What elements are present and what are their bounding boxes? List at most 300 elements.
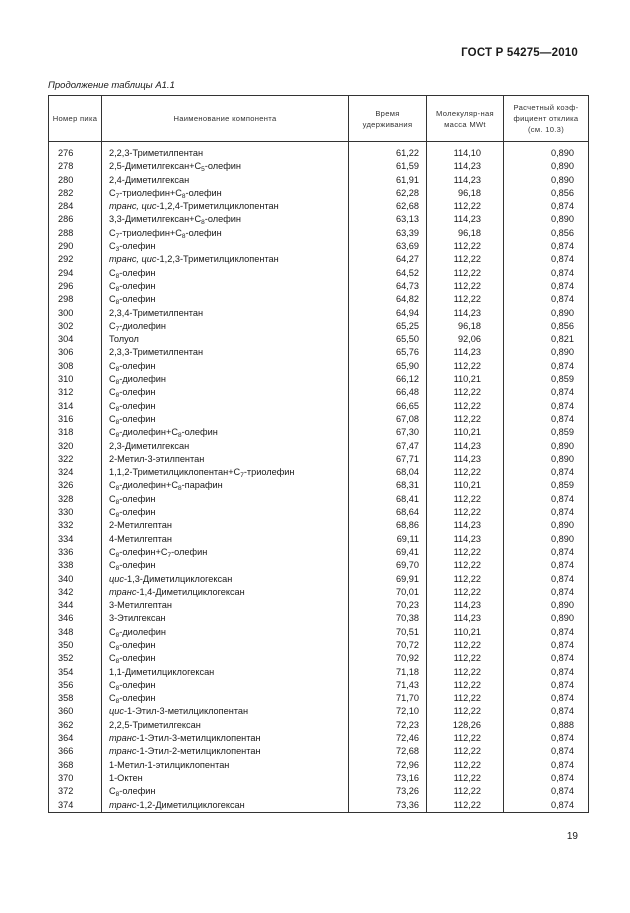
retention-time-cell: 64,82 <box>349 293 427 306</box>
response-factor-cell: 0,874 <box>504 413 589 426</box>
table-row <box>49 360 589 373</box>
peak-number-cell: 358 <box>49 692 102 705</box>
component-name-cell: $С_8$-диолефин <box>102 373 349 386</box>
component-name-cell: 1,1-Диметилциклогексан <box>102 666 349 679</box>
component-name-cell: $1,1,2-Триметилциклопентан+С_7$-триолефин <box>102 466 349 479</box>
peak-number-cell: 300 <box>49 307 102 320</box>
component-name-cell: 2,2,5-Триметилгексан <box>102 719 349 732</box>
component-name-cell: $С_8$-олефин <box>102 559 349 572</box>
retention-time-cell: 72,23 <box>349 719 427 732</box>
table-row <box>49 612 589 625</box>
molecular-mass-cell: 112,22 <box>427 666 504 679</box>
molecular-mass-cell: 112,22 <box>427 573 504 586</box>
molecular-mass-cell: 112,22 <box>427 586 504 599</box>
molecular-mass-cell: 110,21 <box>427 479 504 492</box>
table-row <box>49 187 589 200</box>
component-name-cell: $С_8$-олефин <box>102 360 349 373</box>
col-header-name: Наименование компонента <box>102 96 349 142</box>
retention-time-cell: 70,01 <box>349 586 427 599</box>
component-name-cell: $С_8$-олефин <box>102 506 349 519</box>
table-row <box>49 533 589 546</box>
retention-time-cell: 61,59 <box>349 160 427 173</box>
response-factor-cell: 0,821 <box>504 333 589 346</box>
table-row <box>49 666 589 679</box>
table-row <box>49 679 589 692</box>
component-name-cell: транс-1,4-Диметилциклогексан <box>102 586 349 599</box>
response-factor-cell: 0,874 <box>504 626 589 639</box>
molecular-mass-cell: 112,22 <box>427 466 504 479</box>
molecular-mass-cell: 110,21 <box>427 426 504 439</box>
retention-time-cell: 63,69 <box>349 240 427 253</box>
response-factor-cell: 0,890 <box>504 213 589 226</box>
col-header-molecular-mass: Молекуляр-ная масса MWt <box>427 96 504 142</box>
component-name-cell: $С_8$-олефин <box>102 639 349 652</box>
retention-time-cell: 72,10 <box>349 705 427 718</box>
molecular-mass-cell: 112,22 <box>427 759 504 772</box>
retention-time-cell: 73,26 <box>349 785 427 798</box>
component-name-cell: $С_8$-олефин <box>102 652 349 665</box>
peak-number-cell: 334 <box>49 533 102 546</box>
peak-number-cell: 292 <box>49 253 102 266</box>
response-factor-cell: 0,874 <box>504 200 589 213</box>
table-row <box>49 573 589 586</box>
table-row <box>49 200 589 213</box>
component-name-cell: 2,4-Диметилгексан <box>102 174 349 187</box>
peak-number-cell: 344 <box>49 599 102 612</box>
response-factor-cell: 0,890 <box>504 346 589 359</box>
component-name-cell: $С_8-олефин+С_7$-олефин <box>102 546 349 559</box>
response-factor-cell: 0,874 <box>504 785 589 798</box>
molecular-mass-cell: 112,22 <box>427 253 504 266</box>
peak-number-cell: 350 <box>49 639 102 652</box>
component-name-cell: 2,3,4-Триметилпентан <box>102 307 349 320</box>
table-row <box>49 373 589 386</box>
molecular-mass-cell: 112,22 <box>427 493 504 506</box>
retention-time-cell: 67,71 <box>349 453 427 466</box>
molecular-mass-cell: 112,22 <box>427 772 504 785</box>
component-name-cell: 3-Метилгептан <box>102 599 349 612</box>
molecular-mass-cell: 112,22 <box>427 506 504 519</box>
component-name-cell: $С_8$-олефин <box>102 280 349 293</box>
response-factor-cell: 0,890 <box>504 174 589 187</box>
retention-time-cell: 62,68 <box>349 200 427 213</box>
response-factor-cell: 0,874 <box>504 280 589 293</box>
component-name-cell: $С_8-диолефин+С_8$-олефин <box>102 426 349 439</box>
retention-time-cell: 72,96 <box>349 759 427 772</box>
table-caption: Продолжение таблицы А1.1 <box>48 80 175 91</box>
retention-time-cell: 70,38 <box>349 612 427 625</box>
retention-time-cell: 70,92 <box>349 652 427 665</box>
table-row <box>49 705 589 718</box>
table-row <box>49 506 589 519</box>
component-name-cell: транс-1,2-Диметилциклогексан <box>102 799 349 813</box>
table-row <box>49 799 589 813</box>
peak-number-cell: 342 <box>49 586 102 599</box>
component-name-cell: 2-Метилгептан <box>102 519 349 532</box>
molecular-mass-cell: 112,22 <box>427 280 504 293</box>
response-factor-cell: 0,874 <box>504 732 589 745</box>
molecular-mass-cell: 112,22 <box>427 413 504 426</box>
table-row <box>49 240 589 253</box>
molecular-mass-cell: 112,22 <box>427 679 504 692</box>
retention-time-cell: 61,91 <box>349 174 427 187</box>
peak-number-cell: 352 <box>49 652 102 665</box>
table-row <box>49 147 589 160</box>
molecular-mass-cell: 114,23 <box>427 174 504 187</box>
peak-number-cell: 312 <box>49 386 102 399</box>
response-factor-cell: 0,874 <box>504 586 589 599</box>
molecular-mass-cell: 112,22 <box>427 732 504 745</box>
response-factor-cell: 0,890 <box>504 599 589 612</box>
response-factor-cell: 0,874 <box>504 639 589 652</box>
peak-number-cell: 340 <box>49 573 102 586</box>
retention-time-cell: 73,16 <box>349 772 427 785</box>
peak-number-cell: 302 <box>49 320 102 333</box>
molecular-mass-cell: 112,22 <box>427 200 504 213</box>
peak-number-cell: 314 <box>49 400 102 413</box>
peak-number-cell: 364 <box>49 732 102 745</box>
table-row <box>49 440 589 453</box>
component-name-cell: 2-Метил-3-этилпентан <box>102 453 349 466</box>
molecular-mass-cell: 112,22 <box>427 386 504 399</box>
molecular-mass-cell: 114,23 <box>427 440 504 453</box>
table-row <box>49 426 589 439</box>
component-name-cell: 1-Метил-1-этилциклопентан <box>102 759 349 772</box>
response-factor-cell: 0,874 <box>504 386 589 399</box>
peak-number-cell: 280 <box>49 174 102 187</box>
table-row <box>49 692 589 705</box>
molecular-mass-cell: 114,23 <box>427 307 504 320</box>
retention-time-cell: 61,22 <box>349 147 427 160</box>
retention-time-cell: 62,28 <box>349 187 427 200</box>
retention-time-cell: 70,51 <box>349 626 427 639</box>
component-name-cell: транс, цис-1,2,3-Триметилциклопентан <box>102 253 349 266</box>
retention-time-cell: 71,43 <box>349 679 427 692</box>
table-row <box>49 519 589 532</box>
table-row <box>49 280 589 293</box>
component-name-cell: $С_8$-олефин <box>102 386 349 399</box>
response-factor-cell: 0,874 <box>504 652 589 665</box>
peak-number-cell: 328 <box>49 493 102 506</box>
molecular-mass-cell: 114,23 <box>427 453 504 466</box>
peak-number-cell: 324 <box>49 466 102 479</box>
peak-number-cell: 316 <box>49 413 102 426</box>
response-factor-cell: 0,859 <box>504 373 589 386</box>
retention-time-cell: 64,94 <box>349 307 427 320</box>
peak-number-cell: 318 <box>49 426 102 439</box>
col-header-response-factor: Расчетный коэф-фициент отклика (см. 10.3) <box>504 96 589 142</box>
component-name-cell: $С_8$-олефин <box>102 400 349 413</box>
response-factor-cell: 0,874 <box>504 400 589 413</box>
response-factor-cell: 0,874 <box>504 253 589 266</box>
table-row <box>49 719 589 732</box>
retention-time-cell: 69,70 <box>349 559 427 572</box>
peak-number-cell: 326 <box>49 479 102 492</box>
response-factor-cell: 0,874 <box>504 559 589 572</box>
table-row <box>49 479 589 492</box>
response-factor-cell: 0,874 <box>504 666 589 679</box>
molecular-mass-cell: 96,18 <box>427 187 504 200</box>
table-row <box>49 400 589 413</box>
col-header-peak: Номер пика <box>49 96 102 142</box>
retention-time-cell: 73,36 <box>349 799 427 813</box>
page-number: 19 <box>566 831 578 842</box>
response-factor-cell: 0,874 <box>504 745 589 758</box>
component-name-cell: $С_8$-олефин <box>102 493 349 506</box>
table-row <box>49 386 589 399</box>
table-row <box>49 346 589 359</box>
retention-time-cell: 72,46 <box>349 732 427 745</box>
retention-time-cell: 64,27 <box>349 253 427 266</box>
molecular-mass-cell: 112,22 <box>427 293 504 306</box>
table-row <box>49 599 589 612</box>
table-row <box>49 745 589 758</box>
molecular-mass-cell: 114,23 <box>427 612 504 625</box>
component-name-cell: цис-1-Этил-3-метилциклопентан <box>102 705 349 718</box>
table-row <box>49 732 589 745</box>
response-factor-cell: 0,890 <box>504 533 589 546</box>
component-name-cell: 2,2,3-Триметилпентан <box>102 147 349 160</box>
component-name-cell: $3,3-Диметилгексан+С_8$-олефин <box>102 213 349 226</box>
retention-time-cell: 68,04 <box>349 466 427 479</box>
table-row <box>49 333 589 346</box>
peak-number-cell: 304 <box>49 333 102 346</box>
molecular-mass-cell: 112,22 <box>427 705 504 718</box>
retention-time-cell: 65,76 <box>349 346 427 359</box>
component-name-cell: $С_8$-диолефин <box>102 626 349 639</box>
peak-number-cell: 348 <box>49 626 102 639</box>
component-name-cell: 3-Этилгексан <box>102 612 349 625</box>
molecular-mass-cell: 92,06 <box>427 333 504 346</box>
peak-number-cell: 330 <box>49 506 102 519</box>
component-name-cell: $С_7-триолефин+С_8$-олефин <box>102 227 349 240</box>
response-factor-cell: 0,874 <box>504 293 589 306</box>
component-name-cell: транс-1-Этил-2-метилциклопентан <box>102 745 349 758</box>
peak-number-cell: 290 <box>49 240 102 253</box>
molecular-mass-cell: 112,22 <box>427 267 504 280</box>
molecular-mass-cell: 112,22 <box>427 559 504 572</box>
table-row <box>49 453 589 466</box>
response-factor-cell: 0,859 <box>504 426 589 439</box>
response-factor-cell: 0,874 <box>504 705 589 718</box>
peak-number-cell: 356 <box>49 679 102 692</box>
response-factor-cell: 0,890 <box>504 307 589 320</box>
table-row <box>49 267 589 280</box>
response-factor-cell: 0,874 <box>504 799 589 813</box>
table-row <box>49 466 589 479</box>
table-row <box>49 320 589 333</box>
component-name-cell: $С_8$-олефин <box>102 679 349 692</box>
retention-time-cell: 66,12 <box>349 373 427 386</box>
table-row <box>49 626 589 639</box>
retention-time-cell: 67,30 <box>349 426 427 439</box>
retention-time-cell: 65,90 <box>349 360 427 373</box>
standard-code: ГОСТ Р 54275—2010 <box>461 47 578 59</box>
peak-number-cell: 278 <box>49 160 102 173</box>
component-name-cell: $С_8$-олефин <box>102 293 349 306</box>
retention-time-cell: 71,18 <box>349 666 427 679</box>
peak-number-cell: 308 <box>49 360 102 373</box>
molecular-mass-cell: 96,18 <box>427 320 504 333</box>
molecular-mass-cell: 112,22 <box>427 799 504 813</box>
response-factor-cell: 0,856 <box>504 320 589 333</box>
peak-number-cell: 370 <box>49 772 102 785</box>
components-table <box>48 95 589 813</box>
molecular-mass-cell: 128,26 <box>427 719 504 732</box>
component-name-cell: $С_7-триолефин+С_8$-олефин <box>102 187 349 200</box>
retention-time-cell: 65,50 <box>349 333 427 346</box>
table-row <box>49 586 589 599</box>
component-name-cell: 1-Октен <box>102 772 349 785</box>
col-header-retention-time: Время удерживания <box>349 96 427 142</box>
retention-time-cell: 69,41 <box>349 546 427 559</box>
response-factor-cell: 0,888 <box>504 719 589 732</box>
peak-number-cell: 286 <box>49 213 102 226</box>
response-factor-cell: 0,874 <box>504 466 589 479</box>
molecular-mass-cell: 110,21 <box>427 373 504 386</box>
molecular-mass-cell: 114,23 <box>427 213 504 226</box>
peak-number-cell: 288 <box>49 227 102 240</box>
retention-time-cell: 70,23 <box>349 599 427 612</box>
peak-number-cell: 360 <box>49 705 102 718</box>
retention-time-cell: 65,25 <box>349 320 427 333</box>
component-name-cell: транс-1-Этил-3-метилциклопентан <box>102 732 349 745</box>
table-row <box>49 227 589 240</box>
molecular-mass-cell: 112,22 <box>427 692 504 705</box>
component-name-cell: 2,3-Диметилгексан <box>102 440 349 453</box>
component-name-cell: $С_8$-олефин <box>102 267 349 280</box>
response-factor-cell: 0,874 <box>504 546 589 559</box>
peak-number-cell: 294 <box>49 267 102 280</box>
table-row <box>49 759 589 772</box>
peak-number-cell: 354 <box>49 666 102 679</box>
response-factor-cell: 0,874 <box>504 692 589 705</box>
table-header-row <box>49 96 589 142</box>
response-factor-cell: 0,874 <box>504 772 589 785</box>
table-row <box>49 652 589 665</box>
molecular-mass-cell: 112,22 <box>427 400 504 413</box>
retention-time-cell: 68,86 <box>349 519 427 532</box>
component-name-cell: цис-1,3-Диметилциклогексан <box>102 573 349 586</box>
retention-time-cell: 67,47 <box>349 440 427 453</box>
peak-number-cell: 298 <box>49 293 102 306</box>
component-name-cell: $С_8$-олефин <box>102 692 349 705</box>
retention-time-cell: 69,11 <box>349 533 427 546</box>
response-factor-cell: 0,874 <box>504 573 589 586</box>
table-row <box>49 559 589 572</box>
response-factor-cell: 0,890 <box>504 519 589 532</box>
component-name-cell: $С_3$-олефин <box>102 240 349 253</box>
molecular-mass-cell: 112,22 <box>427 745 504 758</box>
table-row <box>49 160 589 173</box>
molecular-mass-cell: 112,22 <box>427 360 504 373</box>
component-name-cell: $С_8-диолефин+С_8$-парафин <box>102 479 349 492</box>
molecular-mass-cell: 114,23 <box>427 160 504 173</box>
retention-time-cell: 64,52 <box>349 267 427 280</box>
component-name-cell: 2,3,3-Триметилпентан <box>102 346 349 359</box>
response-factor-cell: 0,856 <box>504 187 589 200</box>
molecular-mass-cell: 112,22 <box>427 639 504 652</box>
retention-time-cell: 67,08 <box>349 413 427 426</box>
response-factor-cell: 0,874 <box>504 267 589 280</box>
response-factor-cell: 0,874 <box>504 240 589 253</box>
table-row <box>49 493 589 506</box>
response-factor-cell: 0,874 <box>504 493 589 506</box>
peak-number-cell: 282 <box>49 187 102 200</box>
table-row <box>49 213 589 226</box>
retention-time-cell: 72,68 <box>349 745 427 758</box>
peak-number-cell: 332 <box>49 519 102 532</box>
table-row <box>49 772 589 785</box>
response-factor-cell: 0,890 <box>504 147 589 160</box>
response-factor-cell: 0,856 <box>504 227 589 240</box>
component-name-cell: $С_8$-олефин <box>102 785 349 798</box>
molecular-mass-cell: 112,22 <box>427 785 504 798</box>
peak-number-cell: 366 <box>49 745 102 758</box>
component-name-cell: Толуол <box>102 333 349 346</box>
peak-number-cell: 368 <box>49 759 102 772</box>
component-name-cell: транс, цис-1,2,4-Триметилциклопентан <box>102 200 349 213</box>
peak-number-cell: 336 <box>49 546 102 559</box>
peak-number-cell: 320 <box>49 440 102 453</box>
retention-time-cell: 68,31 <box>349 479 427 492</box>
molecular-mass-cell: 112,22 <box>427 652 504 665</box>
molecular-mass-cell: 114,23 <box>427 346 504 359</box>
response-factor-cell: 0,859 <box>504 479 589 492</box>
response-factor-cell: 0,890 <box>504 612 589 625</box>
retention-time-cell: 66,48 <box>349 386 427 399</box>
component-name-cell: 4-Метилгептан <box>102 533 349 546</box>
response-factor-cell: 0,874 <box>504 679 589 692</box>
molecular-mass-cell: 114,10 <box>427 147 504 160</box>
peak-number-cell: 374 <box>49 799 102 813</box>
component-name-cell: $С_8$-олефин <box>102 413 349 426</box>
peak-number-cell: 284 <box>49 200 102 213</box>
retention-time-cell: 64,73 <box>349 280 427 293</box>
molecular-mass-cell: 114,23 <box>427 599 504 612</box>
molecular-mass-cell: 110,21 <box>427 626 504 639</box>
retention-time-cell: 69,91 <box>349 573 427 586</box>
table-row <box>49 639 589 652</box>
peak-number-cell: 296 <box>49 280 102 293</box>
table-row <box>49 307 589 320</box>
retention-time-cell: 66,65 <box>349 400 427 413</box>
table-row <box>49 293 589 306</box>
retention-time-cell: 68,41 <box>349 493 427 506</box>
peak-number-cell: 306 <box>49 346 102 359</box>
peak-number-cell: 322 <box>49 453 102 466</box>
table-row <box>49 253 589 266</box>
molecular-mass-cell: 112,22 <box>427 546 504 559</box>
table-body <box>49 142 589 813</box>
retention-time-cell: 63,13 <box>349 213 427 226</box>
molecular-mass-cell: 112,22 <box>427 240 504 253</box>
response-factor-cell: 0,890 <box>504 453 589 466</box>
peak-number-cell: 346 <box>49 612 102 625</box>
response-factor-cell: 0,890 <box>504 160 589 173</box>
peak-number-cell: 372 <box>49 785 102 798</box>
component-name-cell: $2,5-Диметилгексан+С_5$-олефин <box>102 160 349 173</box>
response-factor-cell: 0,874 <box>504 506 589 519</box>
table-row <box>49 174 589 187</box>
retention-time-cell: 63,39 <box>349 227 427 240</box>
retention-time-cell: 70,72 <box>349 639 427 652</box>
response-factor-cell: 0,874 <box>504 759 589 772</box>
peak-number-cell: 310 <box>49 373 102 386</box>
peak-number-cell: 276 <box>49 147 102 160</box>
retention-time-cell: 68,64 <box>349 506 427 519</box>
molecular-mass-cell: 114,23 <box>427 533 504 546</box>
